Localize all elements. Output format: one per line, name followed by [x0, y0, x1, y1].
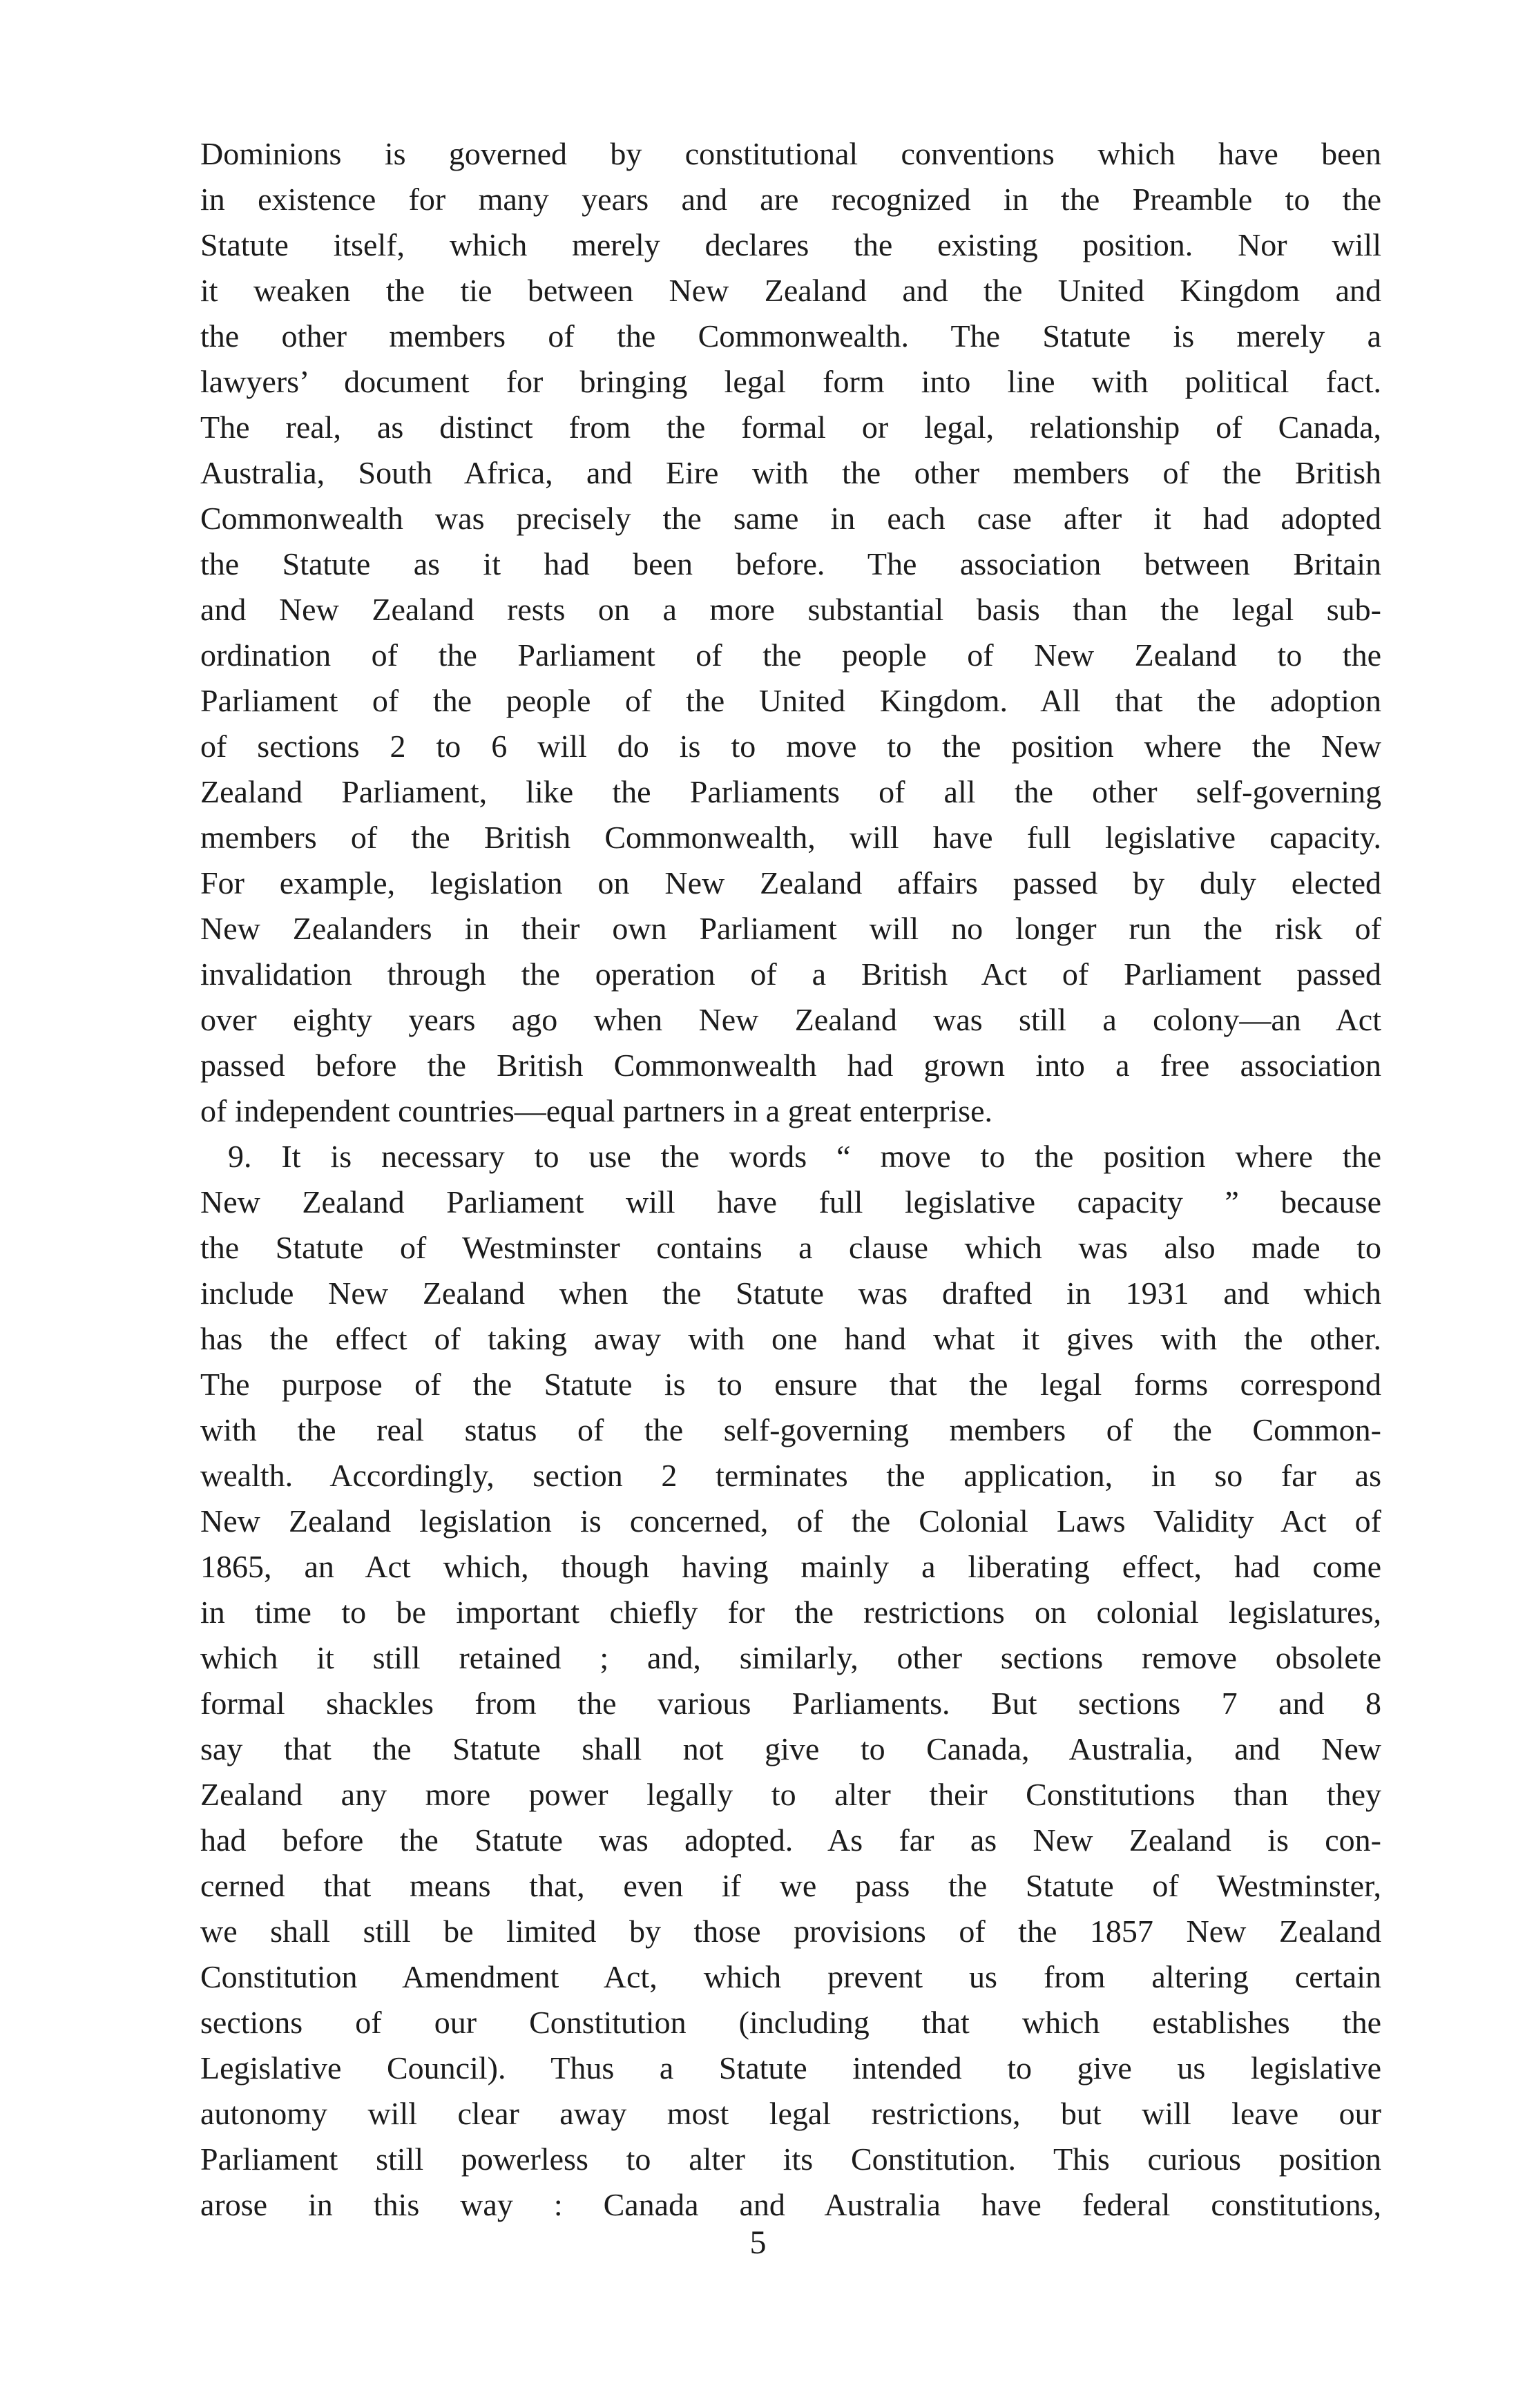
text-line: Dominions is governed by constitutional conventions which have been: [200, 136, 1381, 171]
text-line: which it still retained ; and, similarly, other sections remove obsolete: [200, 1640, 1381, 1675]
text-line: Parliament of the people of the United Kingdom. All that the adoption: [200, 683, 1381, 718]
text-line: Commonwealth was precisely the same in each case after it had adopted: [200, 501, 1381, 536]
text-line: say that the Statute shall not give to Canada, Australia, and New: [200, 1731, 1381, 1766]
text-line: cerned that means that, even if we pass the Statute of Westminster,: [200, 1868, 1381, 1903]
text-line: the Statute of Westminster contains a clause which was also made to: [200, 1230, 1381, 1265]
text-line: and New Zealand rests on a more substantial basis than the legal sub-: [200, 592, 1381, 627]
text-line: 9. It is necessary to use the words “ move to the position where the: [228, 1139, 1381, 1174]
text-line: For example, legislation on New Zealand affairs passed by duly elected: [200, 865, 1381, 900]
page-number: 5: [749, 2224, 767, 2261]
text-line: Constitution Amendment Act, which prevent us from altering certain: [200, 1959, 1381, 1994]
paragraph: [200, 131, 1381, 1134]
text-line: lawyers’ document for bringing legal form into line with political fact.: [200, 364, 1381, 399]
text-line: passed before the British Commonwealth had grown into a free association: [200, 1048, 1381, 1083]
text-line: invalidation through the operation of a British Act of Parliament passed: [200, 956, 1381, 992]
text-line: Legislative Council). Thus a Statute intended to give us legislative: [200, 2050, 1381, 2086]
text-line: members of the British Commonwealth, will have full legislative capacity.: [200, 820, 1381, 855]
text-line: had before the Statute was adopted. As far as New Zealand is con-: [200, 1822, 1381, 1858]
text-line: it weaken the tie between New Zealand and the United Kingdom and: [200, 273, 1381, 308]
text-line: New Zealand Parliament will have full legislative capacity ” because: [200, 1184, 1381, 1220]
text-line: Parliament still powerless to alter its Constitution. This curious position: [200, 2141, 1381, 2177]
text-line: The real, as distinct from the formal or legal, relationship of Canada,: [200, 410, 1381, 445]
text-line: has the effect of taking away with one hand what it gives with the other.: [200, 1321, 1381, 1356]
text-line: New Zealand legislation is concerned, of the Colonial Laws Validity Act of: [200, 1503, 1381, 1539]
text-line: include New Zealand when the Statute was drafted in 1931 and which: [200, 1275, 1381, 1311]
text-line: formal shackles from the various Parliaments. But sections 7 and 8: [200, 1686, 1381, 1721]
text-line: in time to be important chiefly for the restrictions on colonial legislatures,: [200, 1595, 1381, 1630]
text-line: Australia, South Africa, and Eire with the other members of the British: [200, 455, 1381, 490]
text-line: New Zealanders in their own Parliament will no longer run the risk of: [200, 911, 1381, 946]
text-line: Zealand any more power legally to alter their Constitutions than they: [200, 1777, 1381, 1812]
text-line: Statute itself, which merely declares the existing position. Nor will: [200, 227, 1381, 262]
text-line: Zealand Parliament, like the Parliaments of all the other self-governing: [200, 774, 1381, 809]
text-line: of independent countries—equal partners in a great enterprise.: [200, 1093, 992, 1128]
text-line: with the real status of the self-governing members of the Common-: [200, 1412, 1381, 1447]
text-line: we shall still be limited by those provisions of the 1857 New Zealand: [200, 1914, 1381, 1949]
text-line: over eighty years ago when New Zealand was still a colony—an Act: [200, 1002, 1381, 1037]
text-line: 1865, an Act which, though having mainly a liberating effect, had come: [200, 1549, 1381, 1584]
text-line: arose in this way : Canada and Australia have federal constitutions,: [200, 2187, 1381, 2222]
text-line: the other members of the Commonwealth. The Statute is merely a: [200, 318, 1381, 354]
paragraph: [200, 1134, 1381, 2228]
text-line: sections of our Constitution (including that which establishes the: [200, 2005, 1381, 2040]
text-line: wealth. Accordingly, section 2 terminates the application, in so far as: [200, 1458, 1381, 1493]
text-line: ordination of the Parliament of the people of New Zealand to the: [200, 637, 1381, 673]
text-line: The purpose of the Statute is to ensure that the legal forms correspond: [200, 1367, 1381, 1402]
text-line: autonomy will clear away most legal restrictions, but will leave our: [200, 2096, 1381, 2131]
body-text: [200, 131, 1381, 2228]
text-line: the Statute as it had been before. The association between Britain: [200, 546, 1381, 581]
text-line: of sections 2 to 6 will do is to move to the position where the New: [200, 729, 1381, 764]
text-line: in existence for many years and are recognized in the Preamble to the: [200, 182, 1381, 217]
